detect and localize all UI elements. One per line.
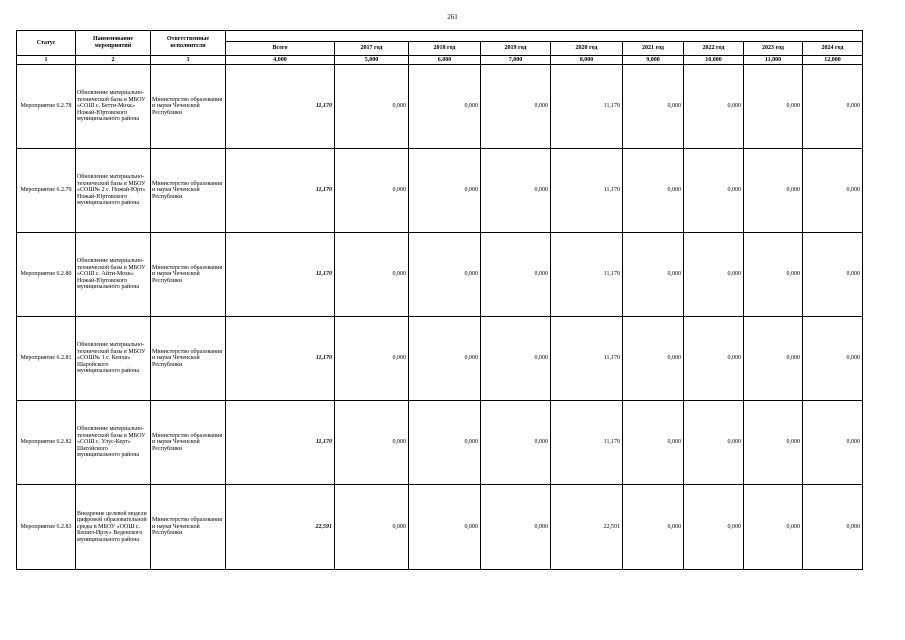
executor-cell: Министерство образования и науки Чеченской Республики	[151, 149, 226, 233]
total-cell: 11,170	[226, 65, 335, 149]
value-cell: 11,170	[551, 233, 623, 317]
value-cell: 11,170	[551, 401, 623, 485]
value-cell: 0,000	[803, 65, 863, 149]
column-number: 6,000	[409, 56, 481, 65]
header-year: 2023 год	[744, 42, 803, 56]
executor-cell: Министерство образования и науки Чеченской Республики	[151, 401, 226, 485]
header-year: 2017 год	[335, 42, 409, 56]
value-cell: 0,000	[744, 149, 803, 233]
table-row	[17, 317, 863, 401]
status-cell: Мероприятие 6.2.80	[17, 233, 76, 317]
value-cell: 0,000	[481, 65, 551, 149]
column-number: 2	[76, 56, 151, 65]
total-cell: 22,591	[226, 485, 335, 570]
header-year: 2018 год	[409, 42, 481, 56]
table-row	[17, 65, 863, 149]
column-number: 5,000	[335, 56, 409, 65]
header-year: 2020 год	[551, 42, 623, 56]
name-cell: Обновление материально-технической базы в МБОУ «СОШ№ 1 с. Кенхи» Шаройского муниципального района	[76, 317, 151, 401]
value-cell: 0,000	[744, 233, 803, 317]
table-row	[17, 401, 863, 485]
executor-cell: Министерство образования и науки Чеченской Республики	[151, 65, 226, 149]
value-cell: 0,000	[481, 149, 551, 233]
header-total: Всего	[226, 42, 335, 56]
value-cell: 0,000	[744, 65, 803, 149]
executor-cell: Министерство образования и науки Чеченской Республики	[151, 317, 226, 401]
header-year: 2021 год	[623, 42, 684, 56]
column-number: 4,000	[226, 56, 335, 65]
value-cell: 0,000	[335, 317, 409, 401]
header-year: 2024 год	[803, 42, 863, 56]
name-cell: Обновление материально-технической базы в МБОУ «СОШ с. Айти-Мохк» Ножай-Юртовского муниципального района	[76, 233, 151, 317]
value-cell: 0,000	[744, 317, 803, 401]
column-number: 7,000	[481, 56, 551, 65]
value-cell: 0,000	[623, 317, 684, 401]
value-cell: 0,000	[803, 401, 863, 485]
column-number: 11,000	[744, 56, 803, 65]
name-cell: Обновление материально-технической базы в МБОУ «СОШ с. Бетти-Мохк» Ножай-Юртовского муниципального района	[76, 65, 151, 149]
value-cell: 0,000	[335, 485, 409, 570]
value-cell: 11,170	[551, 65, 623, 149]
page-number: 261	[447, 13, 458, 21]
value-cell: 0,000	[409, 149, 481, 233]
column-number: 10,000	[684, 56, 744, 65]
value-cell: 0,000	[684, 317, 744, 401]
value-cell: 0,000	[409, 401, 481, 485]
name-cell: Обновление материально-технической базы в МБОУ «СОШ с. Улус-Керт» Шатойского муниципального района	[76, 401, 151, 485]
status-cell: Мероприятие 6.2.82	[17, 401, 76, 485]
name-cell: Внедрение целевой модели цифровой образовательной среды в МБОУ «ООШ с. Бешил-Ирзу» Веденского муниципального района	[76, 485, 151, 570]
header-executor: Ответственные исполнители	[151, 31, 226, 56]
value-cell: 0,000	[803, 149, 863, 233]
value-cell: 0,000	[409, 233, 481, 317]
value-cell: 0,000	[684, 401, 744, 485]
value-cell: 0,000	[481, 317, 551, 401]
value-cell: 11,170	[551, 149, 623, 233]
header-name: Наименование мероприятий	[76, 31, 151, 56]
header-empty-top	[226, 31, 863, 42]
value-cell: 0,000	[481, 401, 551, 485]
value-cell: 0,000	[744, 485, 803, 570]
header-year: 2019 год	[481, 42, 551, 56]
total-cell: 11,170	[226, 401, 335, 485]
value-cell: 22,591	[551, 485, 623, 570]
value-cell: 0,000	[744, 401, 803, 485]
value-cell: 0,000	[803, 317, 863, 401]
name-cell: Обновление материально-технической базы в МБОУ «СОШ№ 2 с. Ножай-Юрт» Ножай-Юртовского муниципального района	[76, 149, 151, 233]
status-cell: Мероприятие 6.2.79	[17, 149, 76, 233]
value-cell: 11,170	[551, 317, 623, 401]
status-cell: Мероприятие 6.2.83	[17, 485, 76, 570]
header-year: 2022 год	[684, 42, 744, 56]
status-cell: Мероприятие 6.2.78	[17, 65, 76, 149]
total-cell: 11,170	[226, 317, 335, 401]
column-number: 9,000	[623, 56, 684, 65]
value-cell: 0,000	[623, 233, 684, 317]
value-cell: 0,000	[481, 485, 551, 570]
value-cell: 0,000	[335, 401, 409, 485]
value-cell: 0,000	[684, 149, 744, 233]
table-row	[17, 149, 863, 233]
total-cell: 11,170	[226, 233, 335, 317]
table-row	[17, 485, 863, 570]
status-cell: Мероприятие 6.2.81	[17, 317, 76, 401]
value-cell: 0,000	[409, 65, 481, 149]
total-cell: 11,170	[226, 149, 335, 233]
value-cell: 0,000	[684, 233, 744, 317]
value-cell: 0,000	[481, 233, 551, 317]
executor-cell: Министерство образования и науки Чеченской Республики	[151, 485, 226, 570]
value-cell: 0,000	[409, 485, 481, 570]
value-cell: 0,000	[623, 401, 684, 485]
column-number: 12,000	[803, 56, 863, 65]
column-number: 1	[17, 56, 76, 65]
value-cell: 0,000	[335, 65, 409, 149]
executor-cell: Министерство образования и науки Чеченской Республики	[151, 233, 226, 317]
value-cell: 0,000	[684, 485, 744, 570]
value-cell: 0,000	[623, 149, 684, 233]
value-cell: 0,000	[684, 65, 744, 149]
value-cell: 0,000	[803, 233, 863, 317]
value-cell: 0,000	[623, 485, 684, 570]
budget-table	[16, 30, 863, 570]
header-status: Статус	[17, 31, 76, 56]
value-cell: 0,000	[803, 485, 863, 570]
column-number: 8,000	[551, 56, 623, 65]
column-number: 3	[151, 56, 226, 65]
value-cell: 0,000	[335, 149, 409, 233]
value-cell: 0,000	[623, 65, 684, 149]
value-cell: 0,000	[335, 233, 409, 317]
value-cell: 0,000	[409, 317, 481, 401]
table-row	[17, 233, 863, 317]
